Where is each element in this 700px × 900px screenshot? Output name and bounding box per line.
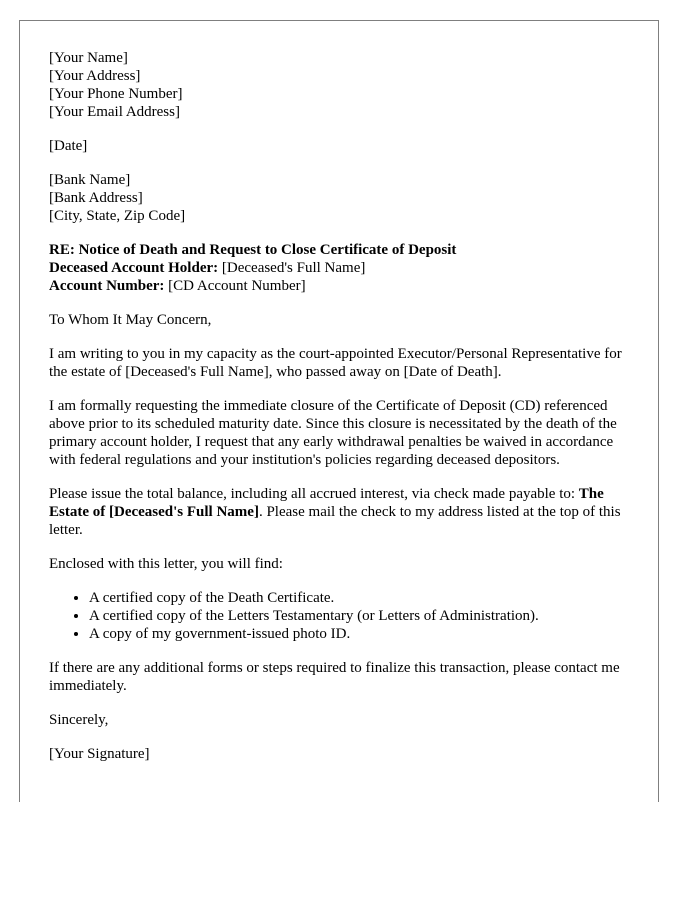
paragraph-enclosed-intro: Enclosed with this letter, you will find: [49,556,283,572]
paragraph-closure-request: I am formally requesting the immediate closure of the Certificate of Deposit (CD) referenced above prior to its scheduled maturity date. Since this closure is necessitated by the death of the primary account holder, I request that any early withdrawal penalties be waived in accordance with federal regulations and your institution's policies regarding deceased depositors. [49,398,617,468]
paragraph-capacity: I am writing to you in my capacity as the court-appointed Executor/Personal Representative for the estate of [Deceased's Full Name], who passed away on [Date of Death]. [49,346,622,380]
letter-page [19,20,659,802]
payee-name: The Estate of [Deceased's Full Name] [49,486,604,520]
recipient-city-state-zip: [City, State, Zip Code] [49,208,186,224]
subject-re-line: RE: Notice of Death and Request to Close Certificate of Deposit [49,242,457,258]
payment-rest: . Please mail the check to my address listed at the top of this letter. [49,504,621,538]
holder-label: Deceased Account Holder: [49,260,219,276]
sender-name: [Your Name] [49,50,128,66]
signature: [Your Signature] [49,746,150,762]
list-item: • A certified copy of the Letters Testamentary (or Letters of Administration). [89,607,629,625]
paragraph-contact-request: If there are any additional forms or steps required to finalize this transaction, please contact me immediately. [49,660,620,694]
list-item: • A copy of my government-issued photo ID. [89,625,629,643]
subject-block [49,241,629,295]
subject-account-line [49,277,629,295]
enclosures-list [49,589,629,643]
sender-address: [Your Address] [49,68,141,84]
sender-email: [Your Email Address] [49,104,180,120]
list-item: • A certified copy of the Death Certificate. [89,589,629,607]
sender-phone: [Your Phone Number] [49,86,183,102]
holder-value: [Deceased's Full Name] [218,260,366,276]
payment-intro: Please issue the total balance, including all accrued interest, via check made payable to: [49,486,579,502]
recipient-bank-address: [Bank Address] [49,190,143,206]
subject-holder-line [49,259,629,277]
salutation: To Whom It May Concern, [49,312,212,328]
account-value: [CD Account Number] [164,278,306,294]
paragraph-payment [49,485,629,539]
recipient-block [49,171,629,225]
closing: Sincerely, [49,712,109,728]
sender-block [49,49,629,121]
date-block [49,137,629,155]
letter-date: [Date] [49,138,88,154]
account-label: Account Number: [49,278,165,294]
recipient-bank-name: [Bank Name] [49,172,131,188]
